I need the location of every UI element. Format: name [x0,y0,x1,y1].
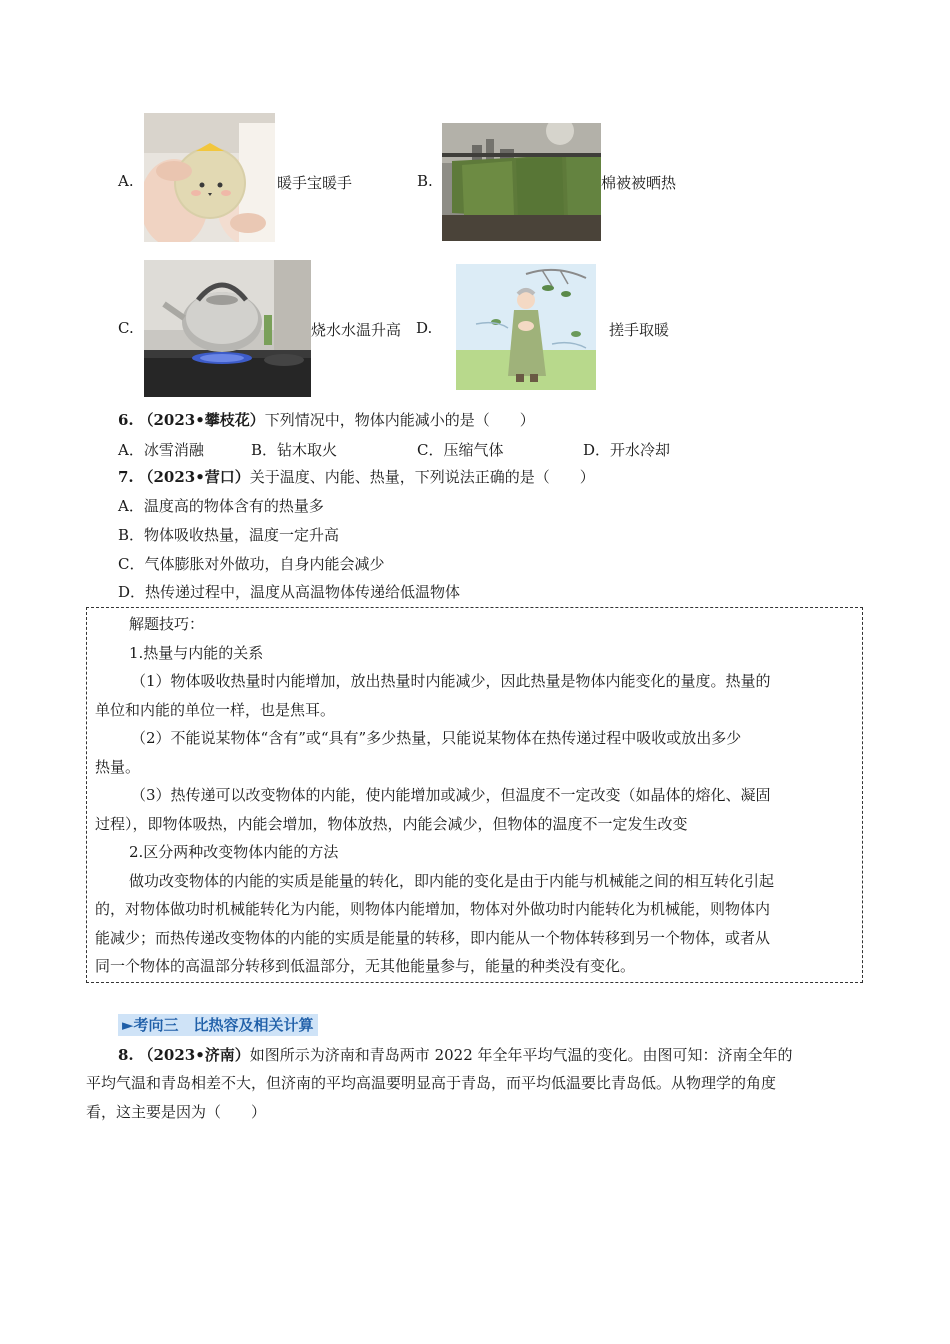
section-heading-specific-heat: ►考向三 比热容及相关计算 [118,1014,318,1036]
q8-number: 8. [118,1046,134,1064]
tips-p4-line1: 做功改变物体的内能的实质是能量的转化，即内能的变化是由于内能与机械能之间的相互转化引起 [129,872,775,890]
q7-option-a: A．温度高的物体含有的热量多 [118,497,324,515]
q7-text: 关于温度、内能、热量，下列说法正确的是（ ） [249,468,595,486]
tips-p1-line2: 单位和内能的单位一样，也是焦耳。 [95,701,336,719]
tips-p2-line1: （2）不能说某物体“含有”或“具有”多少热量，只能说某物体在热传递过程中吸收或放出多少 [131,729,742,747]
q7-option-b: B．物体吸收热量，温度一定升高 [118,526,340,544]
q6-option-b: B．钻木取火 [251,441,338,459]
tips-p2-line2: 热量。 [95,758,141,776]
q8-source: （2023•济南） [138,1046,250,1064]
tips-p3-line1: （3）热传递可以改变物体的内能，使内能增加或减少，但温度不一定改变（如晶体的熔化、凝固 [131,786,771,804]
q8-line3: 看，这主要是因为（ ） [86,1103,267,1121]
q7-option-c: C．气体膨胀对外做功，自身内能会减少 [118,555,385,573]
tips-heading-1: 1.热量与内能的关系 [129,644,264,662]
tips-p3-line2: 过程），即物体吸热，内能会增加，物体放热，内能会减少，但物体的温度不一定发生改变 [95,815,688,833]
q6-number: 6. [118,411,134,429]
tips-heading-2: 2.区分两种改变物体内能的方法 [129,843,339,861]
solving-tips-box [86,607,863,983]
tips-p4-line4: 同一个物体的高温部分转移到低温部分，无其他能量参与，能量的种类没有变化。 [95,957,636,975]
q6-option-d: D．开水冷却 [583,441,671,459]
option-d-caption: 搓手取暖 [609,321,670,339]
q6-source: （2023•攀枝花） [138,411,265,429]
option-a-caption: 暖手宝暖手 [277,174,353,192]
option-c-caption: 烧水水温升高 [311,321,402,339]
q6-text: 下列情况中，物体内能减小的是（ ） [264,411,535,429]
q6-stem [118,410,535,430]
kettle-on-stove-image [144,260,311,397]
option-b-letter: B. [417,172,433,190]
option-d-letter: D. [416,319,433,337]
q6-option-a: A．冰雪消融 [118,441,204,459]
tips-p4-line3: 能减少；而热传递改变物体的内能的实质是能量的转移，即内能从一个物体转移到另一个物体，或者从 [95,929,771,947]
option-c-letter: C. [118,319,134,337]
q7-number: 7. [118,468,134,486]
q7-source: （2023•营口） [138,468,250,486]
q7-option-d: D．热传递过程中，温度从高温物体传递给低温物体 [118,583,461,601]
tips-title: 解题技巧： [129,615,205,633]
hand-warmer-image [144,113,275,242]
tips-p4-line2: 的，对物体做功时机械能转化为内能，则物体内能增加，物体对外做功时内能转化为机械能，则物体内 [95,900,771,918]
q6-option-c: C．压缩气体 [417,441,504,459]
q7-stem [118,467,595,487]
q8-text-line1: 如图所示为济南和青岛两市 2022 年全年平均气温的变化。由图可知：济南全年的 [249,1046,793,1064]
quilt-sunning-image [442,123,601,241]
rubbing-hands-image [456,264,596,390]
q8-line2: 平均气温和青岛相差不大，但济南的平均高温要明显高于青岛，而平均低温要比青岛低。从物理学的角度 [86,1074,777,1092]
option-b-caption: 棉被被晒热 [601,174,677,192]
tips-p1-line1: （1）物体吸收热量时内能增加，放出热量时内能减少，因此热量是物体内能变化的量度。热量的 [131,672,771,690]
option-a-letter: A. [118,172,134,190]
q8-line1 [118,1045,793,1065]
